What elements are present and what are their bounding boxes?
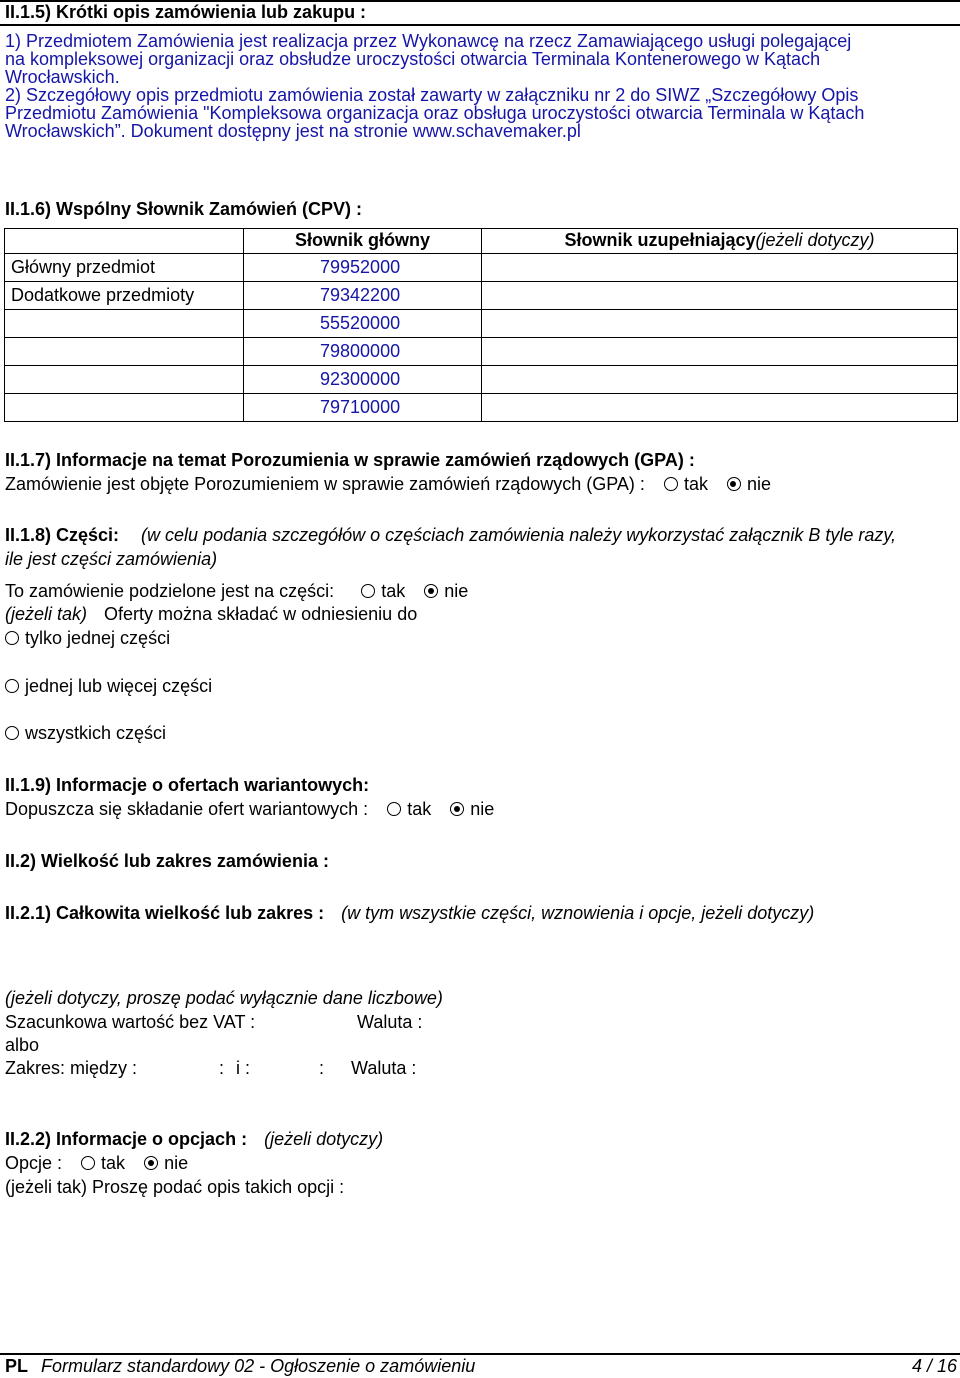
section-heading-variants: II.1.9) Informacje o ofertach wariantowych:: [5, 775, 370, 795]
cpv-row-label-empty: [5, 394, 244, 422]
gpa-row: [5, 474, 785, 496]
cpv-supp-cell: [482, 394, 958, 422]
cpv-supp-cell: [482, 310, 958, 338]
variants-option-yes[interactable]: [387, 799, 431, 821]
section-heading-options: II.2.2) Informacje o opcjach :: [5, 1129, 248, 1149]
variants-option-yes-label: tak: [407, 799, 432, 819]
gpa-option-no-label: nie: [746, 474, 771, 494]
options-question: Opcje :: [5, 1153, 63, 1173]
radio-selected-icon[interactable]: [424, 584, 438, 598]
footer-left: [5, 1356, 475, 1378]
parts-option-no-label: nie: [444, 581, 469, 601]
options-describe-label: (jeżeli tak) Proszę podać opis takich opcji :: [5, 1177, 345, 1197]
cpv-supp-cell: [482, 338, 958, 366]
footer-form-name: Formularz standardowy 02 - Ogłoszenie o zamówieniu: [41, 1356, 476, 1376]
radio-empty-icon[interactable]: [664, 477, 678, 491]
cpv-header-supp-note: (jeżeli dotyczy): [755, 230, 875, 251]
section-heading-scope: II.2) Wielkość lub zakres zamówienia :: [5, 851, 329, 871]
parts-row: [5, 581, 482, 603]
radio-selected-icon[interactable]: [144, 1156, 158, 1170]
description-line: Wrocławskich.: [5, 67, 120, 87]
range-colon: :: [219, 1058, 225, 1078]
cpv-table: [4, 228, 958, 422]
radio-selected-icon[interactable]: [727, 477, 741, 491]
description-line: 2) Szczegółowy opis przedmiotu zamówienia został zawarty w załączniku nr 2 do SIWZ „Szczegółowy Opis: [5, 85, 859, 105]
footer-page-number: 4 / 16: [911, 1356, 957, 1376]
radio-empty-icon[interactable]: [361, 584, 375, 598]
cpv-row-label-empty: [5, 366, 244, 394]
currency-label: Waluta :: [357, 1012, 423, 1032]
range-currency-label: Waluta :: [351, 1058, 417, 1078]
variants-option-no[interactable]: [450, 799, 494, 821]
description-line: Wrocławskich”. Dokument dostępny jest na stronie www.schavemaker.pl: [5, 121, 581, 141]
cpv-row-label: Dodatkowe przedmioty: [5, 282, 244, 310]
cpv-code: 55520000: [244, 310, 482, 338]
parts-choice-all[interactable]: [5, 723, 166, 745]
parts-choice-one[interactable]: [5, 628, 170, 650]
cpv-row-label: Główny przedmiot: [5, 254, 244, 282]
cpv-header-main: Słownik główny: [244, 229, 482, 254]
section-heading-gpa: II.1.7) Informacje na temat Porozumienia w sprawie zamówień rządowych (GPA) :: [5, 450, 695, 470]
description-line: 1) Przedmiotem Zamówienia jest realizacja przez Wykonawcę na rzecz Zamawiającego usługi polegającej: [5, 31, 852, 51]
gpa-option-no[interactable]: [727, 474, 771, 496]
parts-option-yes-label: tak: [381, 581, 406, 601]
parts-choice-one-label: tylko jednej części: [25, 628, 171, 648]
cpv-header-supp-label: Słownik uzupełniający: [564, 230, 756, 251]
if-yes-label: (jeżeli tak): [5, 604, 88, 624]
offers-row: [5, 604, 417, 626]
radio-empty-icon[interactable]: [5, 631, 19, 645]
total-scope-row: [5, 903, 814, 925]
gpa-option-yes[interactable]: [664, 474, 708, 496]
radio-empty-icon[interactable]: [81, 1156, 95, 1170]
options-option-yes[interactable]: [81, 1153, 125, 1175]
parts-choice-all-label: wszystkich części: [25, 723, 167, 743]
radio-empty-icon[interactable]: [387, 802, 401, 816]
gpa-option-yes-label: tak: [683, 474, 708, 494]
cpv-supp-cell: [482, 366, 958, 394]
cpv-supp-cell: [482, 282, 958, 310]
footer-lang: PL: [5, 1356, 29, 1376]
radio-selected-icon[interactable]: [450, 802, 464, 816]
footer-rule: [0, 1353, 960, 1355]
options-row: [5, 1153, 202, 1175]
options-option-no-label: nie: [164, 1153, 189, 1173]
parts-question: To zamówienie podzielone jest na części:: [5, 581, 335, 601]
range-colon: :: [319, 1058, 325, 1078]
cpv-code: 79710000: [244, 394, 482, 422]
variants-row: [5, 799, 508, 821]
options-option-yes-label: tak: [101, 1153, 126, 1173]
section-rule: [0, 24, 960, 26]
range-and-label: i :: [236, 1058, 251, 1078]
cpv-code: 79342200: [244, 282, 482, 310]
parts-choice-more[interactable]: [5, 676, 212, 698]
cpv-code: 79800000: [244, 338, 482, 366]
parts-note-line2: ile jest części zamówienia): [5, 549, 218, 569]
range-label: Zakres: między :: [5, 1058, 138, 1078]
section-heading-cpv: II.1.6) Wspólny Słownik Zamówień (CPV) :: [5, 199, 363, 219]
numeric-only-note: (jeżeli dotyczy, proszę podać wyłącznie dane liczbowe): [5, 988, 443, 1008]
section-heading-short-description: II.1.5) Krótki opis zamówienia lub zakupu :: [5, 2, 367, 22]
radio-empty-icon[interactable]: [5, 726, 19, 740]
cpv-header-supplementary: [482, 229, 958, 254]
cpv-code: 92300000: [244, 366, 482, 394]
options-option-no[interactable]: [144, 1153, 188, 1175]
section-heading-parts: II.1.8) Części:: [5, 525, 120, 545]
variants-option-no-label: nie: [470, 799, 495, 819]
variants-question: Dopuszcza się składanie ofert wariantowych :: [5, 799, 369, 819]
parts-note-line1: (w celu podania szczegółów o częściach zamówienia należy wykorzystać załącznik B tyle razy,: [141, 525, 897, 545]
or-label: albo: [5, 1035, 40, 1055]
cpv-code: 79952000: [244, 254, 482, 282]
parts-option-no[interactable]: [424, 581, 468, 603]
description-line: na kompleksowej organizacji oraz obsłudze uroczystości otwarcia Terminala Kontenerowego w Kątach: [5, 49, 821, 69]
offers-label: Oferty można składać w odniesieniu do: [104, 604, 418, 624]
cpv-header-empty: [5, 229, 244, 254]
total-scope-note: (w tym wszystkie części, wznowienia i opcje, jeżeli dotyczy): [341, 903, 815, 923]
parts-heading-row: [5, 525, 896, 547]
parts-option-yes[interactable]: [361, 581, 405, 603]
radio-empty-icon[interactable]: [5, 679, 19, 693]
description-line: Przedmiotu Zamówienia "Kompleksowa organizacja oraz obsługa uroczystości otwarcia Terminala w Kątach: [5, 103, 865, 123]
estimated-value-label: Szacunkowa wartość bez VAT :: [5, 1012, 256, 1032]
options-note: (jeżeli dotyczy): [264, 1129, 384, 1149]
gpa-question: Zamówienie jest objęte Porozumieniem w sprawie zamówień rządowych (GPA) :: [5, 474, 645, 494]
cpv-supp-cell: [482, 254, 958, 282]
options-heading-row: [5, 1129, 383, 1151]
parts-choice-more-label: jednej lub więcej części: [25, 676, 213, 696]
cpv-row-label-empty: [5, 310, 244, 338]
section-heading-total-scope: II.2.1) Całkowita wielkość lub zakres :: [5, 903, 325, 923]
cpv-row-label-empty: [5, 338, 244, 366]
